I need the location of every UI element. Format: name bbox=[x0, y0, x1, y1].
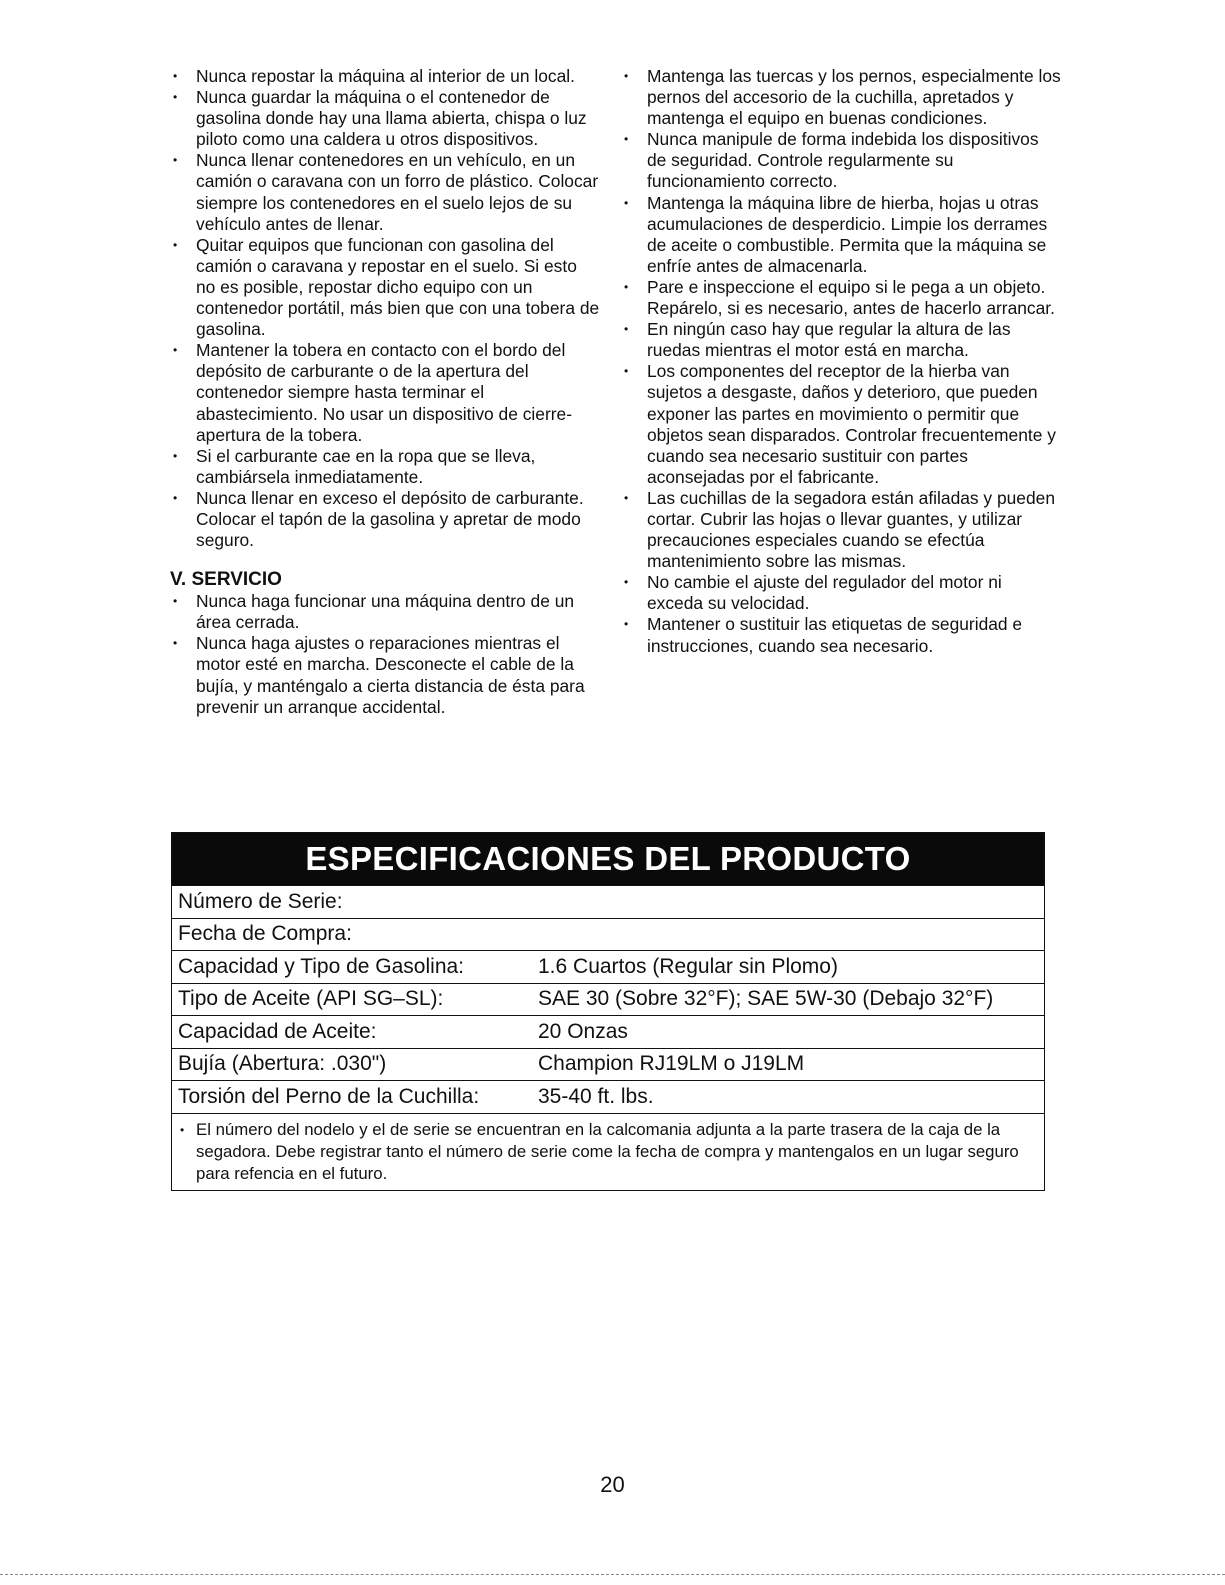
list-item: • Las cuchillas de la segadora están afiladas y pueden cortar. Cubrir las hojas o llevar guantes, y utilizar precauciones especiales cuando se efectúa mantenimiento sobre las mismas. bbox=[621, 488, 1061, 572]
list-item: • Mantenga la máquina libre de hierba, hojas u otras acumulaciones de desperdicio. Limpie los derrames de aceite o combustible. Permita que la máquina se enfríe antes de almacenarla. bbox=[621, 193, 1061, 277]
page-number: 20 bbox=[600, 1472, 625, 1497]
spec-value: Champion RJ19LM o J19LM bbox=[538, 1052, 805, 1076]
product-specifications-table bbox=[171, 832, 1045, 1191]
specifications-note bbox=[172, 1113, 1044, 1190]
table-row bbox=[172, 983, 1044, 1016]
list-item: • No cambie el ajuste del regulador del motor ni exceda su velocidad. bbox=[621, 572, 1061, 614]
fuel-safety-list bbox=[170, 66, 600, 551]
spec-value: SAE 30 (Sobre 32°F); SAE 5W-30 (Debajo 32°F) bbox=[538, 987, 994, 1011]
bullet-icon: • bbox=[180, 1122, 185, 1137]
list-item: • Mantener o sustituir las etiquetas de seguridad e instrucciones, cuando sea necesario. bbox=[621, 614, 1061, 656]
list-item: • Nunca llenar en exceso el depósito de carburante. Colocar el tapón de la gasolina y apretar de modo seguro. bbox=[170, 488, 600, 551]
spec-label: Bujía (Abertura: .030") bbox=[178, 1052, 387, 1076]
list-item: • Nunca repostar la máquina al interior de un local. bbox=[170, 66, 600, 87]
spec-value: 35-40 ft. lbs. bbox=[538, 1084, 654, 1108]
spec-label: Torsión del Perno de la Cuchilla: bbox=[178, 1084, 480, 1108]
table-row bbox=[172, 1048, 1044, 1081]
table-row bbox=[172, 1080, 1044, 1113]
table-row bbox=[172, 950, 1044, 983]
spec-value: 20 Onzas bbox=[538, 1019, 628, 1043]
list-item: • En ningún caso hay que regular la altura de las ruedas mientras el motor está en marcha. bbox=[621, 319, 1061, 361]
spec-label: Capacidad y Tipo de Gasolina: bbox=[178, 954, 465, 978]
left-column bbox=[170, 66, 600, 718]
table-row bbox=[172, 1015, 1044, 1048]
note-text: El número del nodelo y el de serie se encuentran en la calcomania adjunta a la parte trasera de la caja de la segadora. Debe registrar tanto el número de serie come la fecha de compra y mantengalos en un lugar seguro para refencia en el futuro. bbox=[196, 1119, 1019, 1183]
spec-label: Tipo de Aceite (API SG–SL): bbox=[178, 987, 444, 1011]
list-item: • Nunca haga funcionar una máquina dentro de un área cerrada. bbox=[170, 591, 600, 633]
list-item: • Nunca llenar contenedores en un vehículo, en un camión o caravana con un forro de plástico. Colocar siempre los contenedores en el suelo lejos de su vehículo antes de llenar. bbox=[170, 150, 600, 234]
list-item: • Mantenga las tuercas y los pernos, especialmente los pernos del accesorio de la cuchilla, apretados y mantenga el equipo en buenas condiciones. bbox=[621, 66, 1061, 129]
specifications-title: ESPECIFICACIONES DEL PRODUCTO bbox=[172, 833, 1044, 885]
spec-label: Número de Serie: bbox=[178, 889, 343, 913]
service-list bbox=[170, 591, 600, 718]
list-item: • Nunca guardar la máquina o el contenedor de gasolina donde hay una llama abierta, chispa o luz piloto como una caldera u otros dispositivos. bbox=[170, 87, 600, 150]
divider bbox=[0, 1574, 1225, 1575]
list-item: • Quitar equipos que funcionan con gasolina del camión o caravana y repostar en el suelo. Si esto no es posible, repostar dicho equipo con un contenedor portátil, más bien que con una tobera de gasolina. bbox=[170, 235, 600, 340]
list-item: • Pare e inspeccione el equipo si le pega a un objeto. Repárelo, si es necesario, antes de hacerlo arrancar. bbox=[621, 277, 1061, 319]
spec-label: Fecha de Compra: bbox=[178, 922, 352, 946]
table-row bbox=[172, 918, 1044, 951]
spec-label: Capacidad de Aceite: bbox=[178, 1019, 377, 1043]
list-item: • Los componentes del receptor de la hierba van sujetos a desgaste, daños y deterioro, que pueden exponer las partes en movimiento o permitir que objetos sean disparados. Controlar frecuentemente y cuando sea necesario sustituir con partes aconsejadas por el fabricante. bbox=[621, 361, 1061, 488]
right-column bbox=[621, 66, 1061, 657]
list-item: • Nunca haga ajustes o reparaciones mientras el motor esté en marcha. Desconecte el cable de la bujía, y manténgalo a cierta distancia de ésta para prevenir un arranque accidental. bbox=[170, 633, 600, 717]
spec-value: 1.6 Cuartos (Regular sin Plomo) bbox=[538, 954, 838, 978]
table-row bbox=[172, 885, 1044, 918]
list-item: • Nunca manipule de forma indebida los dispositivos de seguridad. Controle regularmente su funcionamiento correcto. bbox=[621, 129, 1061, 192]
section-title-servicio: V. SERVICIO bbox=[170, 569, 282, 591]
list-item: • Si el carburante cae en la ropa que se lleva, cambiársela inmediatamente. bbox=[170, 446, 600, 488]
list-item: • Mantener la tobera en contacto con el bordo del depósito de carburante o de la apertura del contenedor siempre hasta terminar el abastecimiento. No usar un dispositivo de cierre-apertura de la tobera. bbox=[170, 340, 600, 445]
maintenance-list bbox=[621, 66, 1061, 657]
